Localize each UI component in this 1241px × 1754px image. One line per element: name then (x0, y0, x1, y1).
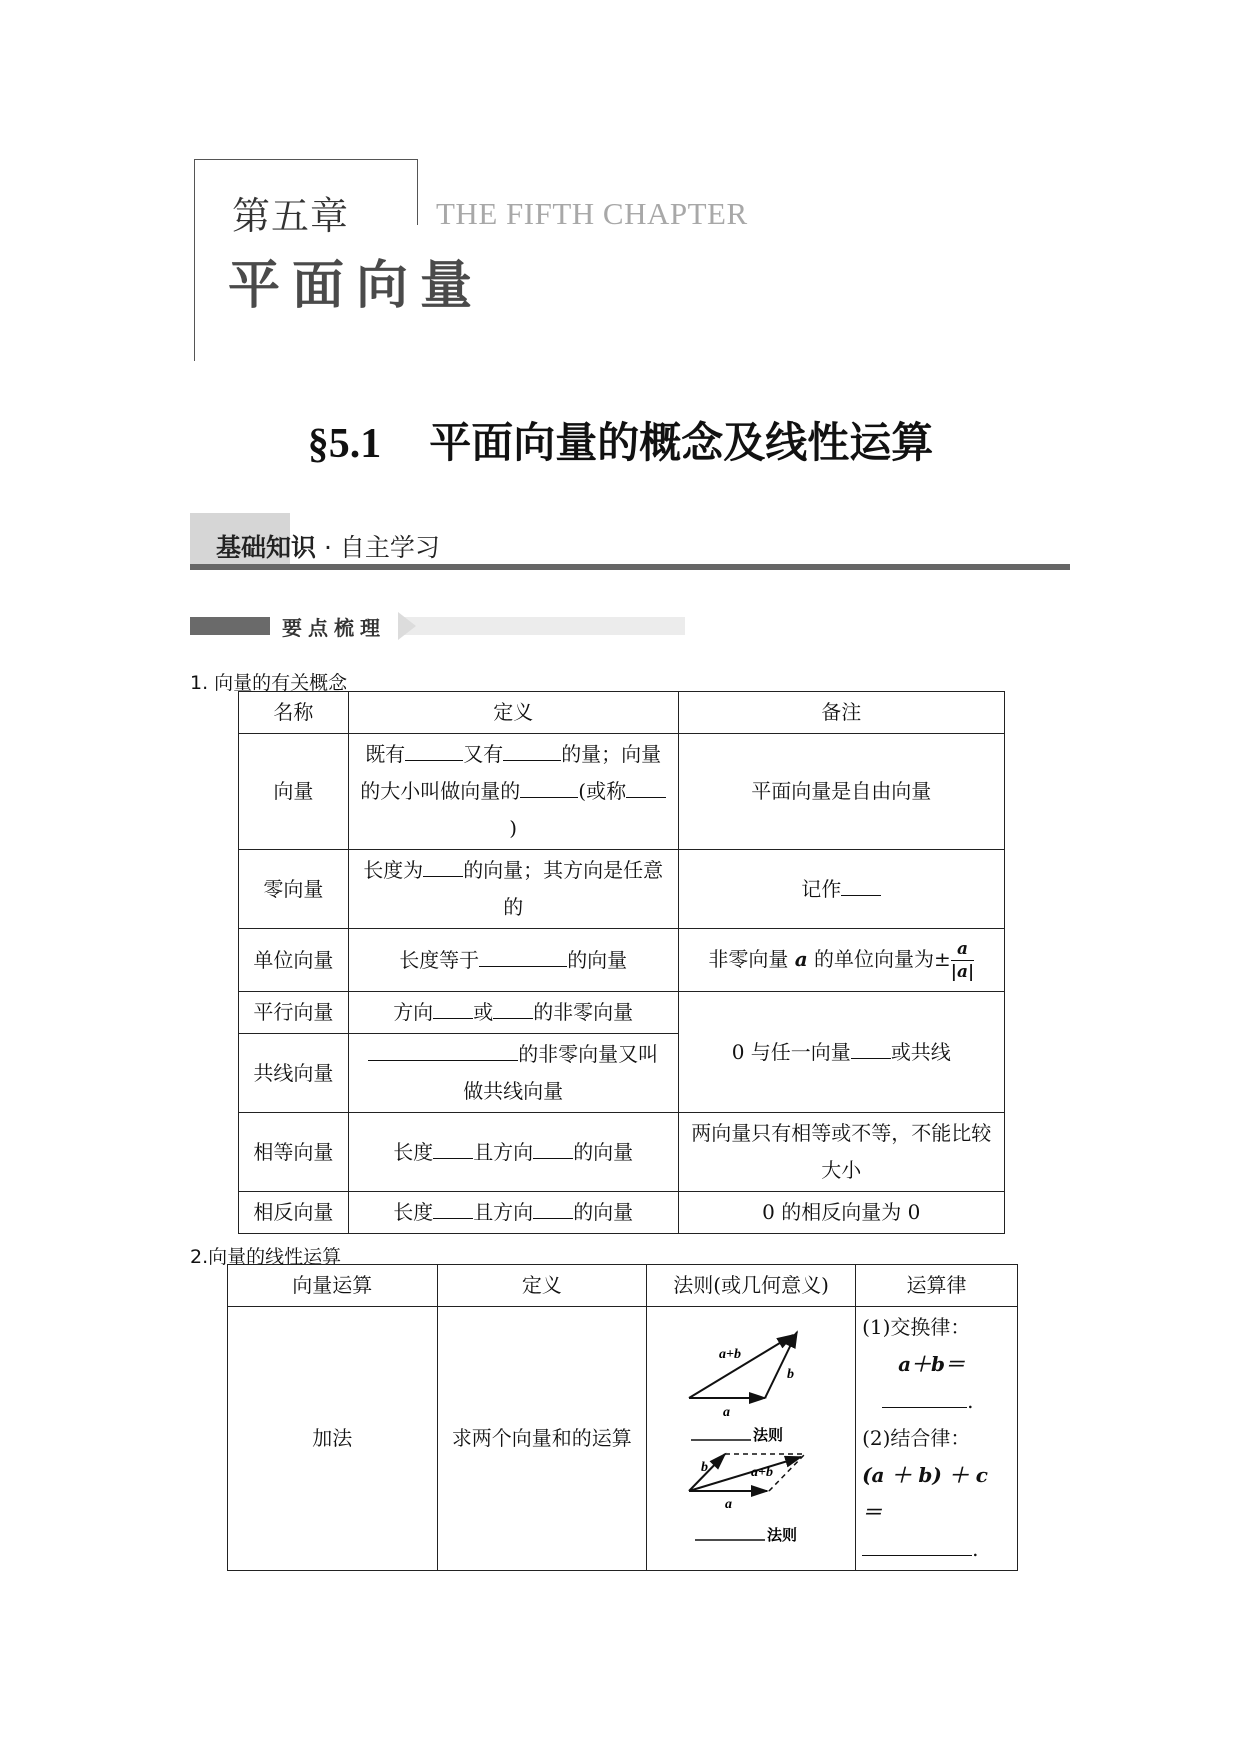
chapter-english: THE FIFTH CHAPTER (436, 196, 748, 231)
section-title (0, 410, 1241, 470)
keypoints-arrow (398, 612, 416, 640)
header-law: 运算律 (856, 1265, 1018, 1307)
bar-bold: 基础知识 (216, 533, 317, 562)
row-definition: 方向 或 的非零向量 (348, 992, 678, 1034)
section-name: 平面向量的概念及线性运算 (429, 418, 934, 467)
row-note: 记作 (678, 850, 1004, 929)
header-rule: 法则(或几何意义) (647, 1265, 856, 1307)
table-row (239, 1192, 1005, 1234)
row-name: 单位向量 (239, 929, 349, 992)
table-row (239, 929, 1005, 992)
chapter-title: 平面向量 (228, 256, 485, 316)
table-row (239, 850, 1005, 929)
law-associative: (2)结合律： (862, 1426, 971, 1450)
row-note: 0 的相反向量为 0 (678, 1192, 1004, 1234)
header-note: 备注 (678, 692, 1004, 734)
row-law: (1)交换律： a＋b＝ . (2)结合律： (a ＋ b) ＋ c ＝ . (856, 1307, 1018, 1571)
row-name: 相反向量 (239, 1192, 349, 1234)
para-rule-label: 法则 (767, 1526, 798, 1544)
row-name: 向量 (239, 734, 349, 850)
law-commutative-expr: a＋b＝ (898, 1352, 966, 1376)
table-header-row (228, 1265, 1018, 1307)
section-bar-line (190, 564, 1070, 570)
para-label-a: a (725, 1497, 733, 1512)
row-definition: 求两个向量和的运算 (437, 1307, 647, 1571)
table-row (239, 1113, 1005, 1192)
header-name: 名称 (239, 692, 349, 734)
chapter-number: 第五章 (232, 194, 350, 238)
linear-heading: 2.向量的线性运算 (190, 1246, 342, 1268)
row-note: 非零向量 a 的单位向量为± $\frac{a}{|a|}$ (678, 929, 1004, 992)
keypoints-bar-dark (190, 617, 270, 635)
law-commutative: (1)交换律： (862, 1315, 971, 1339)
section-bar-label (216, 528, 440, 564)
concepts-table (238, 691, 1005, 1234)
vector-addition-figure (647, 1326, 852, 1551)
header-definition: 定义 (437, 1265, 647, 1307)
section-number: §5.1 (307, 421, 382, 467)
table-header-row (239, 692, 1005, 734)
row-definition: 长度为 的向量；其方向是任意的 (348, 850, 678, 929)
row-note: 平面向量是自由向量 (678, 734, 1004, 850)
triangle-rule-label: 法则 (753, 1426, 784, 1444)
row-name: 共线向量 (239, 1034, 349, 1113)
para-label-b: b (701, 1460, 709, 1475)
triangle-label-a: a (723, 1405, 731, 1420)
concepts-heading: 1. 向量的有关概念 (190, 672, 348, 694)
triangle-label-sum: a+b (719, 1347, 742, 1362)
para-label-sum: a+b (751, 1465, 774, 1480)
row-definition: 长度 且方向 的向量 (348, 1113, 678, 1192)
para-dashed-right (769, 1454, 805, 1491)
keypoints-bar-light (400, 617, 685, 635)
row-note: 两向量只有相等或不等，不能比较大小 (678, 1113, 1004, 1192)
row-name: 零向量 (239, 850, 349, 929)
table-row (239, 734, 1005, 850)
row-definition: 既有 又有 的量；向量的大小叫做向量的 (或称) (348, 734, 678, 850)
row-note: 0 与任一向量 或共线 (678, 992, 1004, 1113)
row-name: 平行向量 (239, 992, 349, 1034)
bar-sep: · (323, 533, 332, 562)
triangle-vector-sum (689, 1335, 793, 1398)
table-row (228, 1307, 1018, 1571)
table-row (239, 992, 1005, 1034)
bar-rest: 自主学习 (339, 533, 440, 562)
law-associative-expr: (a ＋ b) ＋ c ＝ (862, 1463, 988, 1524)
keypoints-label: 要点梳理 (282, 616, 386, 640)
row-operation: 加法 (228, 1307, 438, 1571)
linear-ops-table (227, 1264, 1018, 1571)
header-definition: 定义 (348, 692, 678, 734)
row-definition: 长度 且方向 的向量 (348, 1192, 678, 1234)
row-definition: 的非零向量又叫做共线向量 (348, 1034, 678, 1113)
row-rule (647, 1307, 856, 1571)
triangle-label-b: b (787, 1367, 795, 1382)
row-definition: 长度等于 的向量 (348, 929, 678, 992)
unit-vector-fraction: $\frac{a}{|a|}$ (950, 938, 975, 982)
header-operation: 向量运算 (228, 1265, 438, 1307)
row-name: 相等向量 (239, 1113, 349, 1192)
